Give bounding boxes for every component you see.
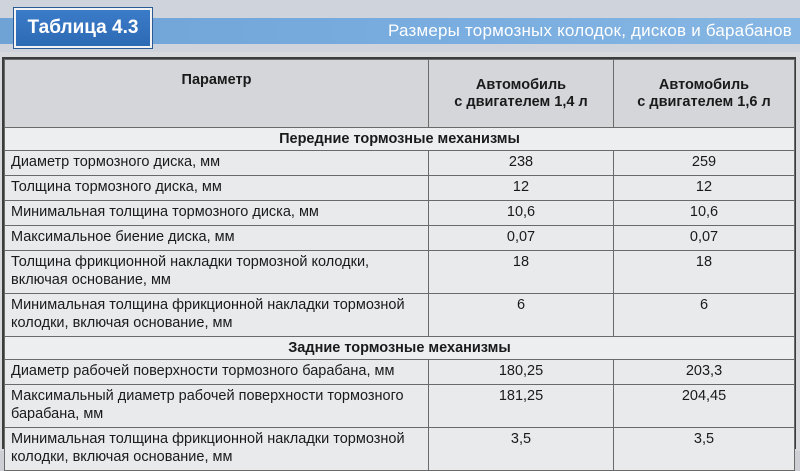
table-row [5, 294, 795, 337]
table-row [5, 385, 795, 428]
column-header-car1 [429, 60, 614, 128]
section-row-rear [5, 337, 795, 360]
table-number-badge: Таблица 4.3 [14, 8, 152, 48]
column-header-row [5, 60, 795, 128]
row-value-car2: 259 [614, 151, 795, 176]
data-table [4, 59, 795, 471]
column-header-car2-line2: с двигателем 1,6 л [637, 93, 771, 110]
row-value-car2: 18 [614, 251, 795, 294]
column-header-car1-line2: с двигателем 1,4 л [454, 93, 588, 110]
row-value-car2: 204,45 [614, 385, 795, 428]
row-value-car2: 203,3 [614, 360, 795, 385]
row-value-car2: 0,07 [614, 226, 795, 251]
row-name: Минимальная толщина фрикционной накладки тормозной колодки, включая основание, мм [5, 294, 429, 337]
row-name: Толщина тормозного диска, мм [5, 176, 429, 201]
row-value-car1: 10,6 [429, 201, 614, 226]
row-value-car1: 3,5 [429, 428, 614, 471]
row-value-car1: 12 [429, 176, 614, 201]
row-value-car2: 12 [614, 176, 795, 201]
row-name: Минимальная толщина фрикционной накладки тормозной колодки, включая основание, мм [5, 428, 429, 471]
section-title-front: Передние тормозные механизмы [5, 128, 795, 151]
table-title: Размеры тормозных колодок, дисков и барабанов [388, 21, 792, 40]
row-name: Толщина фрикционной накладки тормозной колодки, включая основание, мм [5, 251, 429, 294]
row-value-car1: 181,25 [429, 385, 614, 428]
column-header-car2-line1: Автомобиль [658, 76, 750, 93]
row-value-car2: 6 [614, 294, 795, 337]
row-name: Максимальный диаметр рабочей поверхности тормозного барабана, мм [5, 385, 429, 428]
table-row [5, 201, 795, 226]
column-header-param: Параметр [5, 60, 429, 128]
row-value-car1: 180,25 [429, 360, 614, 385]
table-header [0, 0, 800, 52]
row-value-car2: 3,5 [614, 428, 795, 471]
row-name: Диаметр тормозного диска, мм [5, 151, 429, 176]
row-name: Диаметр рабочей поверхности тормозного барабана, мм [5, 360, 429, 385]
section-title-rear: Задние тормозные механизмы [5, 337, 795, 360]
row-value-car1: 0,07 [429, 226, 614, 251]
table-row [5, 251, 795, 294]
row-name: Минимальная толщина тормозного диска, мм [5, 201, 429, 226]
row-value-car2: 10,6 [614, 201, 795, 226]
table-row [5, 428, 795, 471]
row-name: Максимальное биение диска, мм [5, 226, 429, 251]
row-value-car1: 18 [429, 251, 614, 294]
brake-dimensions-table [2, 57, 796, 465]
column-header-car1-line1: Автомобиль [475, 76, 567, 93]
table-row [5, 176, 795, 201]
row-value-car1: 6 [429, 294, 614, 337]
section-row-front [5, 128, 795, 151]
table-row [5, 151, 795, 176]
table-row [5, 226, 795, 251]
column-header-car2 [614, 60, 795, 128]
row-value-car1: 238 [429, 151, 614, 176]
table-row [5, 360, 795, 385]
